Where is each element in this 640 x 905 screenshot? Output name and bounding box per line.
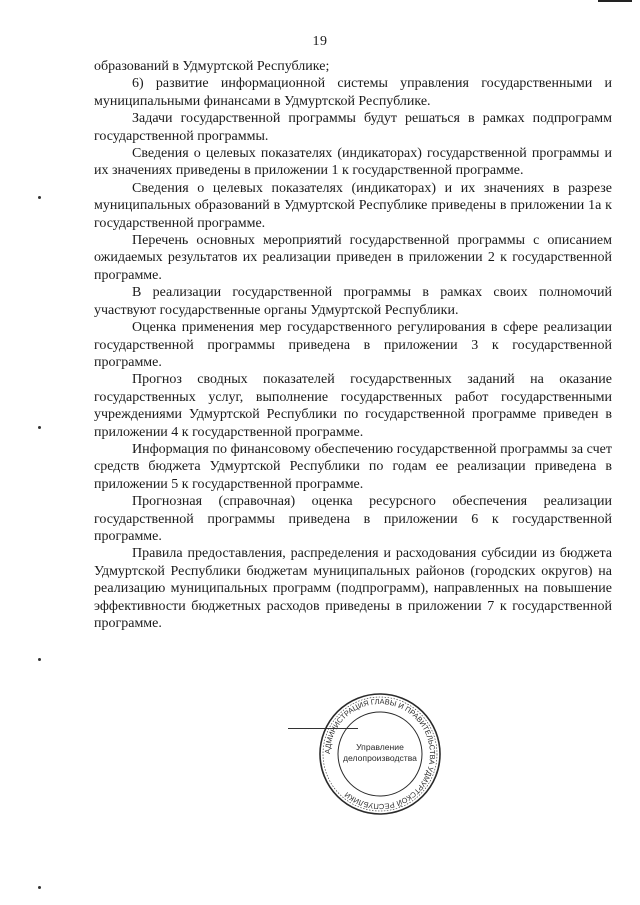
paragraph: В реализации государственной программы в рамках своих полномочий участвуют государственные органы Удмуртской Республики. [94,285,612,318]
paragraph: образований в Удмуртской Республике; [94,59,330,74]
official-seal-icon [316,690,444,818]
margin-mark [38,196,41,199]
seal-ring-text: АДМИНИСТРАЦИЯ ГЛАВЫ И ПРАВИТЕЛЬСТВА УДМУРТСКОЙ РЕСПУБЛИКИ [322,696,438,812]
paragraph: Сведения о целевых показателях (индикаторах) государственной программы и их значениях приведены в приложении 1 к государственной программе. [94,146,612,179]
seal-center-line2: делопроизводства [343,753,417,763]
paragraph: Прогноз сводных показателей государственных заданий на оказание государственных услуг, выполнение государственных работ государственными учреждениями Удмуртской Республики по государственной программе приведен в приложении 4 к государственной программе. [94,372,612,440]
paragraph: Сведения о целевых показателях (индикаторах) и их значениях в разрезе муниципальных образований в Удмуртской Республике приведены в приложении 1а к государственной программе. [94,180,612,231]
paragraph: Перечень основных мероприятий государственной программы с описанием ожидаемых результатов их реализации приведен в приложении 2 к государственной программе. [94,233,612,283]
paragraph: Прогнозная (справочная) оценка ресурсного обеспечения реализации государственной программы приведена в приложении 6 к государственной программе. [94,494,612,544]
seal-center-line1: Управление [356,742,404,752]
margin-mark [38,658,41,661]
margin-mark [38,886,41,889]
paragraph: Оценка применения мер государственного регулирования в сфере реализации государственной программы приведена в приложении 3 к государственной программе. [94,320,612,370]
paragraph: 6) развитие информационной системы управления государственными и муниципальными финансами в Удмуртской Республике. [94,76,612,109]
paragraph: Информация по финансовому обеспечению государственной программы за счет средств бюджета Удмуртской Республики по годам ее реализации приведена в приложении 5 к государственной программе. [94,441,612,492]
page-number: 19 [312,34,328,49]
scan-edge-mark [598,0,632,2]
body-text [94,58,612,632]
margin-mark [38,426,41,429]
paragraph: Задачи государственной программы будут решаться в рамках подпрограмм государственной программы. [94,111,612,144]
paragraph: Правила предоставления, распределения и расходования субсидии из бюджета Удмуртской Республики бюджетам муниципальных районов (городских округов) на реализацию муниципальных программ (подпрограмм), направленных на повышение эффективности бюджетных расходов приведены в приложении 7 к государственной программе. [94,546,612,631]
stamp-area [288,690,448,830]
